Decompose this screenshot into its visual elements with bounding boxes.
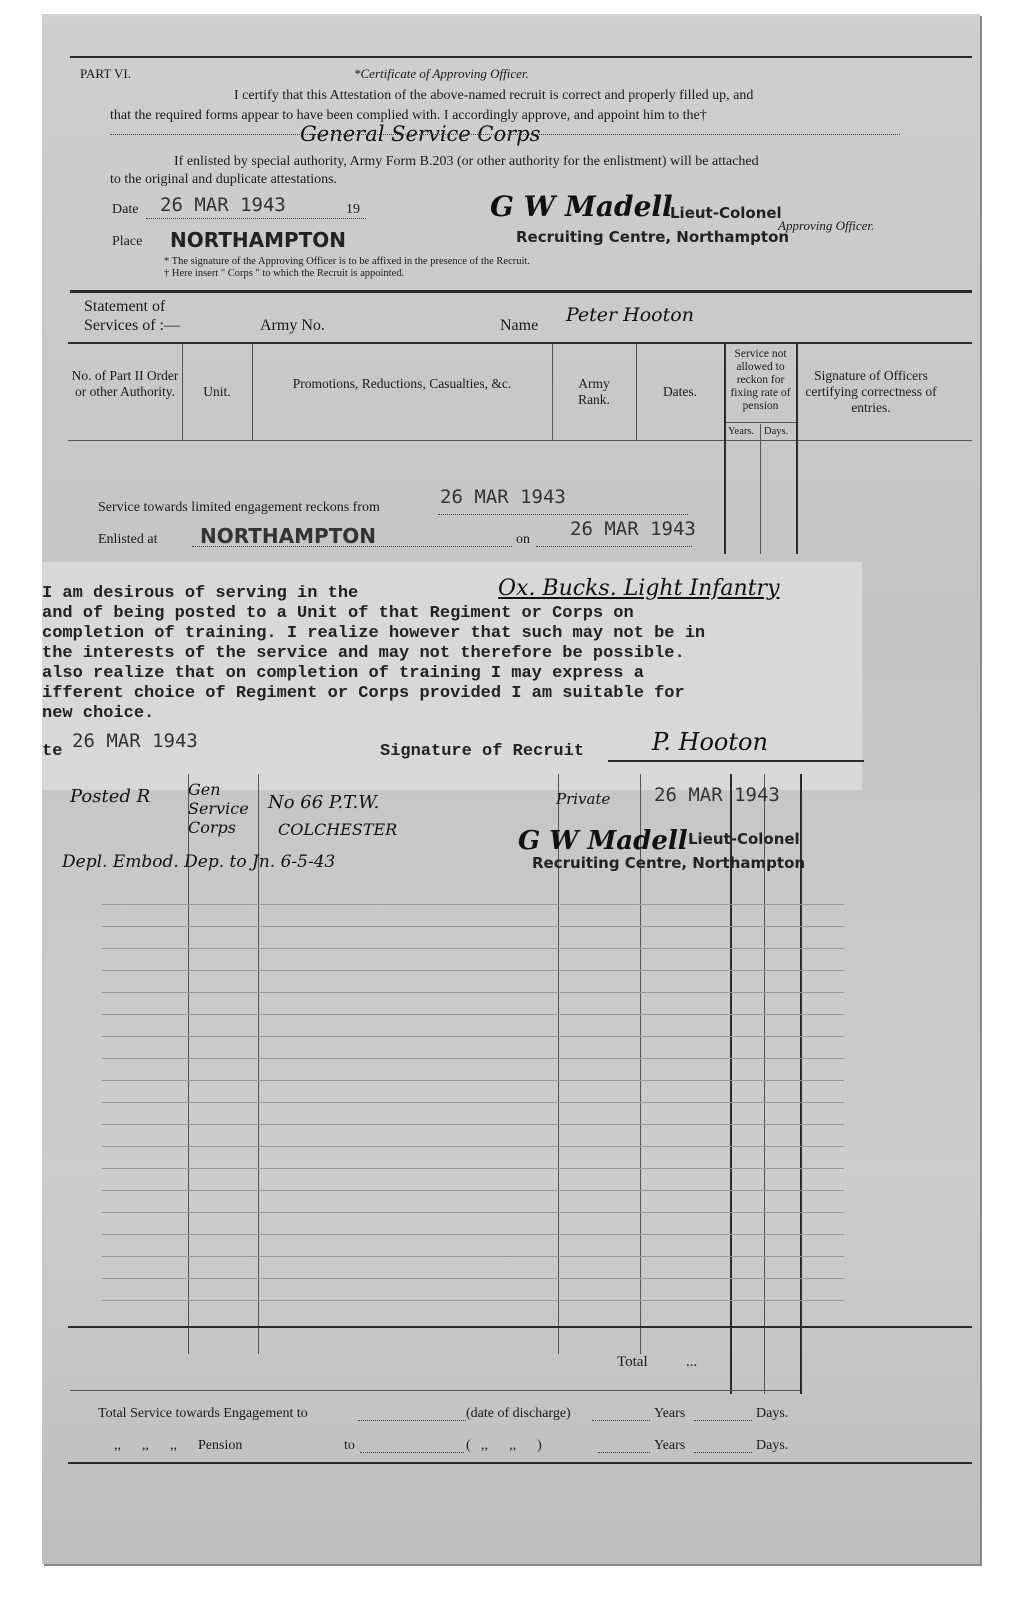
approving-officer-label: Approving Officer. — [778, 218, 875, 233]
ruled-line — [102, 1058, 844, 1059]
certify-line-1: I certify that this Attestation of the above-named recruit is correct and properly filled up, and — [234, 88, 754, 103]
ruled-line — [102, 1102, 844, 1103]
ruled-line — [102, 926, 844, 927]
recruit-signature: P. Hooton — [652, 728, 768, 756]
ruled-line — [102, 1014, 844, 1015]
ruled-line — [102, 1190, 844, 1191]
special-authority-line-2: to the original and duplicate attestations. — [110, 172, 338, 187]
engagement-dots-1 — [358, 1420, 466, 1421]
date-dotted-line — [146, 218, 366, 219]
ruled-line — [102, 1036, 844, 1037]
pension-to: to — [344, 1438, 355, 1453]
hdr-dates: Dates. — [662, 384, 698, 399]
reckons-label: Service towards limited engagement reckons from — [98, 500, 380, 515]
ruled-line — [102, 1168, 844, 1169]
ruled-line — [102, 1212, 844, 1213]
typed-line-1: I am desirous of serving in the — [42, 584, 359, 603]
hdr-signature: Signature of Officers certifying correctness of entries. — [805, 368, 937, 415]
approving-officer-signature: G W Madell — [490, 190, 673, 223]
recruit-signature-label: Signature of Recruit — [380, 742, 585, 761]
total-label: Total — [617, 1354, 648, 1370]
attestation-sheet — [42, 14, 980, 1564]
footnote-corps: † Here insert " Corps " to which the Recruit is appointed. — [164, 268, 405, 279]
promotion-entry-1: No 66 P.T.W. — [268, 792, 380, 813]
col-divider-6 — [760, 424, 761, 554]
hdr-unit: Unit. — [203, 384, 231, 399]
date-stamp: 26 MAR 1943 — [160, 194, 286, 216]
hdr-years: Years. — [728, 426, 755, 437]
hdr-promotions: Promotions, Reductions, Casualties, &c. — [292, 376, 512, 391]
posted-entry: Posted R — [70, 786, 151, 807]
ruled-line — [102, 1278, 844, 1279]
pension-dots-1 — [360, 1452, 464, 1453]
special-authority-line: If enlisted by special authority, Army Form B.203 (or other authority for the enlistment) will be attached — [174, 154, 759, 169]
place-stamp: NORTHAMPTON — [170, 228, 347, 252]
entry-officer-rank: Lieut-Colonel — [688, 830, 800, 848]
total-bottom-rule — [70, 1390, 800, 1391]
entry-officer-signature: G W Madell — [518, 826, 688, 856]
engagement-line-a: Total Service towards Engagement to — [98, 1406, 308, 1421]
part-title: PART VI. — [80, 66, 132, 81]
officer-rank-stamp: Lieut-Colonel — [670, 204, 782, 222]
ruled-line — [102, 1256, 844, 1257]
col-divider-3 — [552, 344, 553, 440]
typed-date-prefix: te — [42, 742, 63, 761]
typed-line-3: completion of training. I realize however that such may not be in — [42, 624, 706, 643]
on-dotted-line — [536, 546, 692, 547]
recruit-signature-underline — [608, 760, 864, 762]
top-rule — [70, 56, 972, 58]
ruled-line — [102, 1234, 844, 1235]
ruled-line — [102, 948, 844, 949]
pension-dots-2 — [598, 1452, 650, 1453]
pension-line-a: ,, ,, ,, Pension — [114, 1438, 243, 1453]
ruled-line — [102, 1300, 844, 1301]
corps-dotted-line — [110, 134, 900, 135]
engagement-dots-2 — [592, 1420, 650, 1421]
on-stamp: 26 MAR 1943 — [570, 518, 696, 540]
total-top-rule — [68, 1326, 972, 1328]
total-leader: ... — [686, 1354, 698, 1370]
ruled-line — [102, 992, 844, 993]
ruled-line — [102, 1080, 844, 1081]
unit-entry: Gen Service Corps — [188, 780, 249, 837]
promotion-entry-2: COLCHESTER — [278, 820, 398, 839]
hdr-days: Days. — [764, 426, 789, 437]
typed-line-6: ifferent choice of Regiment or Corps provided I am suitable for — [42, 684, 685, 703]
hdr-service-not-allowed: Service not allowed to reckon for fixing rate of pension — [730, 348, 791, 412]
embodied-entry: Depl. Embod. Dep. to Jn. 6-5-43 — [62, 852, 336, 872]
engagement-dots-3 — [694, 1420, 752, 1421]
entry-officer-centre: Recruiting Centre, Northampton — [532, 854, 806, 872]
place-label: Place — [112, 234, 143, 249]
chosen-regiment: Ox. Bucks. Light Infantry — [498, 576, 780, 601]
date-label: Date — [112, 202, 139, 217]
pension-days: Days. — [756, 1438, 789, 1453]
reckons-dotted-line — [438, 514, 688, 515]
on-label: on — [516, 532, 530, 547]
table-header-rule — [68, 440, 972, 441]
ruled-line — [102, 1146, 844, 1147]
hdr-rank: Army Rank. — [578, 376, 610, 407]
statement-label-2: Services of :— — [84, 317, 180, 334]
typed-line-7: new choice. — [42, 704, 155, 723]
pension-paren: ( ,, ,, ) — [466, 1438, 542, 1453]
entry-date-stamp: 26 MAR 1943 — [654, 784, 780, 806]
footnote-signature: * The signature of the Approving Officer is to be affixed in the presence of the Recruit. — [164, 256, 530, 267]
table-top-rule — [68, 342, 972, 344]
reckons-stamp: 26 MAR 1943 — [440, 486, 566, 508]
statement-label-1: Statement of — [84, 298, 166, 315]
engagement-days: Days. — [756, 1406, 789, 1421]
engagement-years: Years — [654, 1406, 686, 1421]
pension-dots-3 — [694, 1452, 752, 1453]
typed-line-5: also realize that on completion of training I may express a — [42, 664, 644, 683]
col-divider-2 — [252, 344, 253, 440]
typed-line-2: and of being posted to a Unit of that Regiment or Corps on — [42, 604, 634, 623]
hdr-order: No. of Part II Order or other Authority. — [71, 368, 179, 399]
officer-centre-stamp: Recruiting Centre, Northampton — [516, 228, 790, 246]
enlisted-stamp: NORTHAMPTON — [200, 524, 377, 548]
enlisted-dotted-line — [192, 546, 512, 547]
army-no-label: Army No. — [260, 317, 325, 334]
certify-line-2: that the required forms appear to have been complied with. I accordingly approve, and appoint him to the† — [110, 108, 707, 123]
name-label: Name — [500, 317, 539, 334]
section-rule — [70, 290, 972, 293]
typed-line-4: the interests of the service and may not therefore be possible. — [42, 644, 685, 663]
pension-years: Years — [654, 1438, 686, 1453]
enlisted-label: Enlisted at — [98, 532, 158, 547]
rank-entry: Private — [556, 790, 611, 808]
appointed-corps: General Service Corps — [300, 122, 541, 146]
typed-date-stamp: 26 MAR 1943 — [72, 730, 198, 752]
certificate-heading: *Certificate of Approving Officer. — [354, 66, 529, 81]
year-prefix: 19 — [346, 202, 360, 217]
recruit-name: Peter Hooton — [566, 304, 694, 326]
years-days-rule — [724, 422, 796, 423]
ruled-line — [102, 904, 844, 905]
ruled-line — [102, 970, 844, 971]
engagement-line-b: (date of discharge) — [466, 1406, 571, 1421]
ruled-line — [102, 1124, 844, 1125]
bottom-rule — [68, 1462, 972, 1464]
